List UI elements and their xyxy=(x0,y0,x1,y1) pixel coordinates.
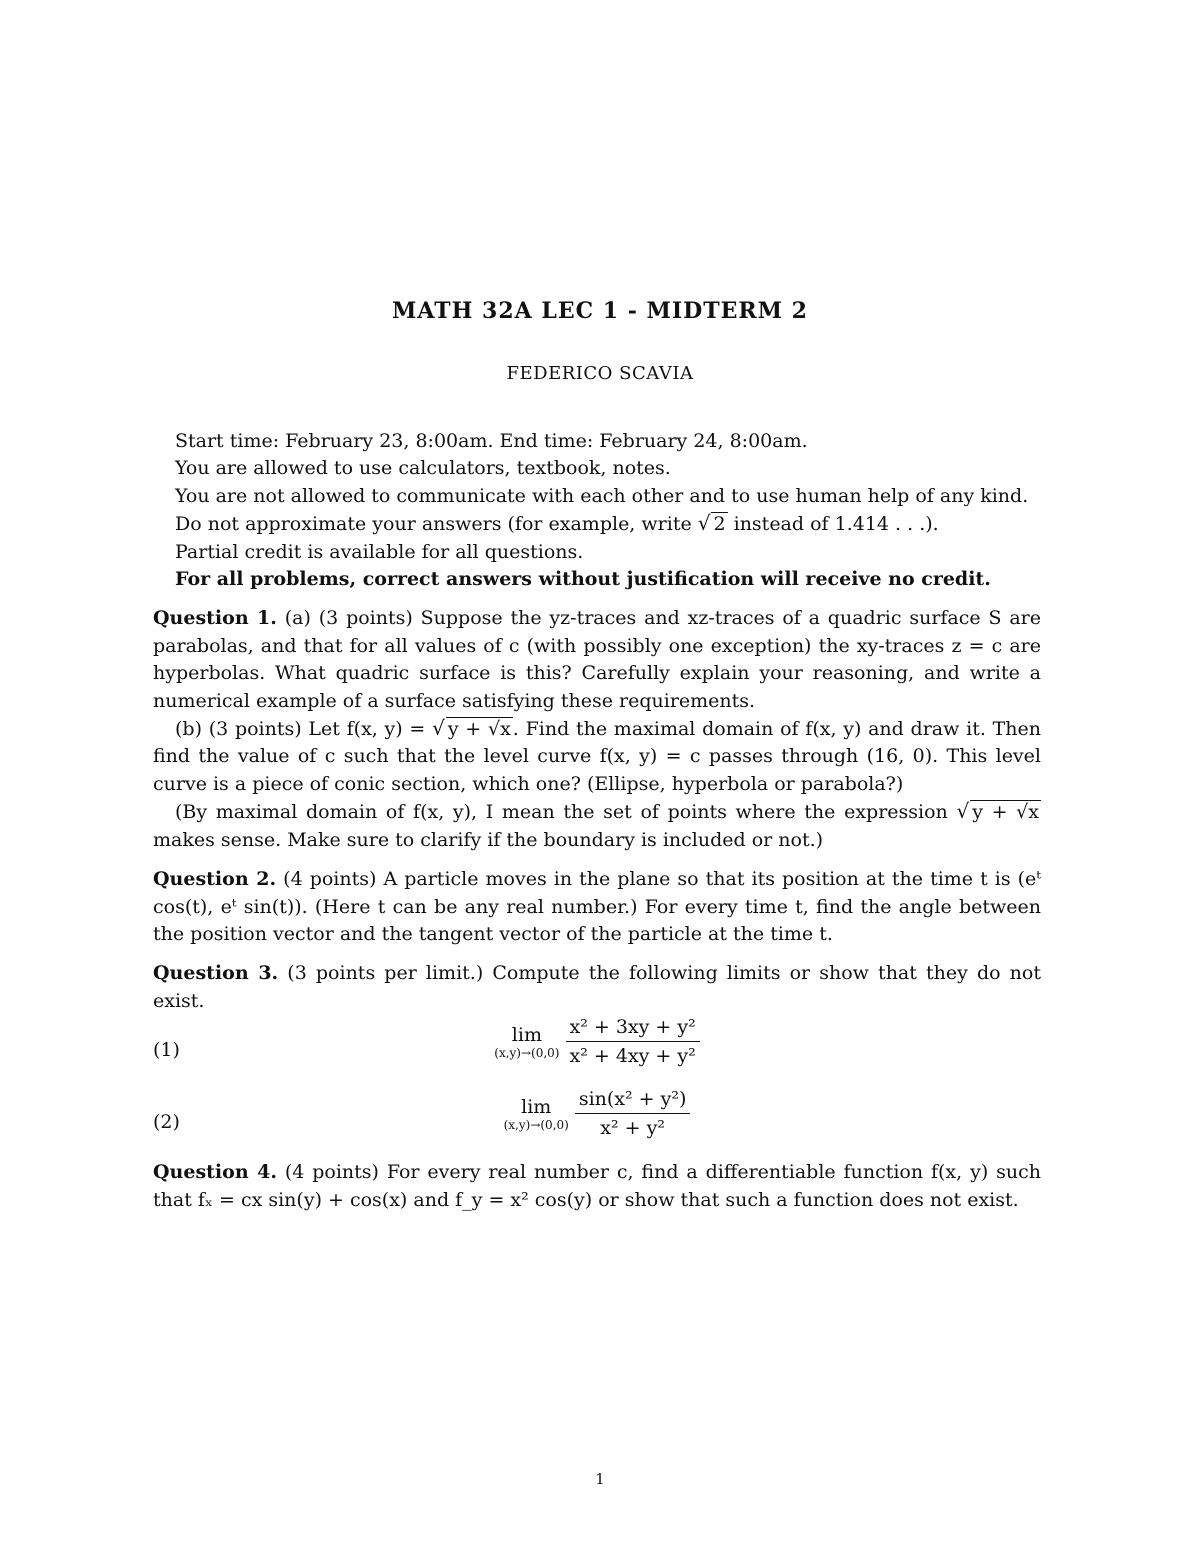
question-4 xyxy=(153,1159,1041,1214)
fraction-denominator: x² + 4xy + y² xyxy=(569,1045,696,1068)
question-3 xyxy=(153,960,1041,1015)
question-1-part-b xyxy=(153,715,1041,798)
equation-label: (2) xyxy=(153,1111,180,1134)
limit-subscript: (x,y)→(0,0) xyxy=(494,1045,560,1060)
fraction-numerator: sin(x² + y²) xyxy=(575,1087,691,1114)
limit-expression xyxy=(153,1087,1041,1140)
question-2-label: Question 2. xyxy=(153,868,277,891)
question-4-label: Question 4. xyxy=(153,1161,277,1184)
fraction-denominator: x² + y² xyxy=(600,1117,665,1140)
fraction xyxy=(566,1015,700,1068)
question-1-part-a-text: (a) (3 points) Suppose the yz-traces and xz-traces of a quadric surface S are parabolas, and that for all values of c (with possibly one exception) the xy-traces z = c are hyperbolas. What quadric surface is this? Carefully explain your reasoning, and write a numerical example of a surface satisfying these requirements. xyxy=(153,607,1041,712)
question-1-note-text-2: makes sense. Make sure to clarify if the boundary is included or not.) xyxy=(153,828,824,851)
question-2-text: (4 points) A particle moves in the plane so that its position at the time t is (eᵗ cos(t), eᵗ sin(t)). (Here t can be any real number.) For every time t, find the angle between the position vector and the tangent vector of the particle at the time t. xyxy=(153,868,1041,945)
instruction-approximate xyxy=(153,510,1041,538)
fraction-numerator: x² + 3xy + y² xyxy=(566,1015,700,1042)
question-3-label: Question 3. xyxy=(153,962,279,985)
instruction-approximate-text-b: instead of 1.414 . . .). xyxy=(727,513,939,536)
equation-label: (1) xyxy=(153,1039,180,1062)
question-2 xyxy=(153,866,1041,948)
page-number: 1 xyxy=(595,1470,605,1488)
sqrt-symbol: √ xyxy=(956,799,970,824)
limit-word: lim xyxy=(511,1023,542,1046)
question-1-label: Question 1. xyxy=(153,607,277,630)
question-1-note xyxy=(153,798,1041,854)
question-1-part-b-expression: y + √x xyxy=(447,718,511,741)
sqrt-symbol: √ xyxy=(697,511,711,536)
limit-subscript: (x,y)→(0,0) xyxy=(503,1117,569,1132)
instruction-approximate-text-a: Do not approximate your answers (for example, write xyxy=(175,513,698,536)
question-4-text: (4 points) For every real number c, find a differentiable function f(x, y) such that fₓ = cx sin(y) + cos(x) and f_y = x² cos(y) or show that such a function does not exist. xyxy=(153,1161,1041,1211)
question-3-text: (3 points per limit.) Compute the following limits or show that they do not exist. xyxy=(153,962,1041,1012)
limit-equation-1 xyxy=(153,1015,1041,1087)
limit-operator xyxy=(494,1024,559,1060)
document-body xyxy=(153,428,1041,1214)
question-1-part-b-text-2: . Find the maximal domain of f(x, y) and draw it. Then find the value of c such that the level curve f(x, y) = c passes through (16, 0). This level curve is a piece of conic section, which one? (Ellipse, hyperbola or parabola?) xyxy=(153,718,1041,795)
instruction-justification: For all problems, correct answers without justification will receive no credit. xyxy=(175,568,991,591)
question-1-note-text-1: (By maximal domain of f(x, y), I mean the set of points where the expression xyxy=(175,801,957,824)
sqrt-argument: 2 xyxy=(713,513,726,536)
limit-operator xyxy=(504,1096,569,1132)
question-1-note-expression: y + √x xyxy=(972,801,1039,824)
instruction-not-allowed: You are not allowed to communicate with each other and to use human help of any kind. xyxy=(175,484,1029,507)
limit-expression xyxy=(153,1015,1041,1068)
document-author: FEDERICO SCAVIA xyxy=(506,363,694,384)
question-1-part-b-text-1: (b) (3 points) Let f(x, y) = xyxy=(175,718,433,741)
limit-equation-2 xyxy=(153,1087,1041,1159)
instruction-partial-credit: Partial credit is available for all questions. xyxy=(175,540,584,563)
limit-word: lim xyxy=(521,1095,552,1118)
instruction-allowed: You are allowed to use calculators, textbook, notes. xyxy=(175,457,671,480)
fraction xyxy=(575,1087,691,1140)
sqrt-symbol: √ xyxy=(432,716,445,741)
document-title: MATH 32A LEC 1 - MIDTERM 2 xyxy=(391,298,808,324)
instruction-time: Start time: February 23, 8:00am. End time: February 24, 8:00am. xyxy=(175,430,808,452)
question-1-part-a xyxy=(153,605,1041,715)
